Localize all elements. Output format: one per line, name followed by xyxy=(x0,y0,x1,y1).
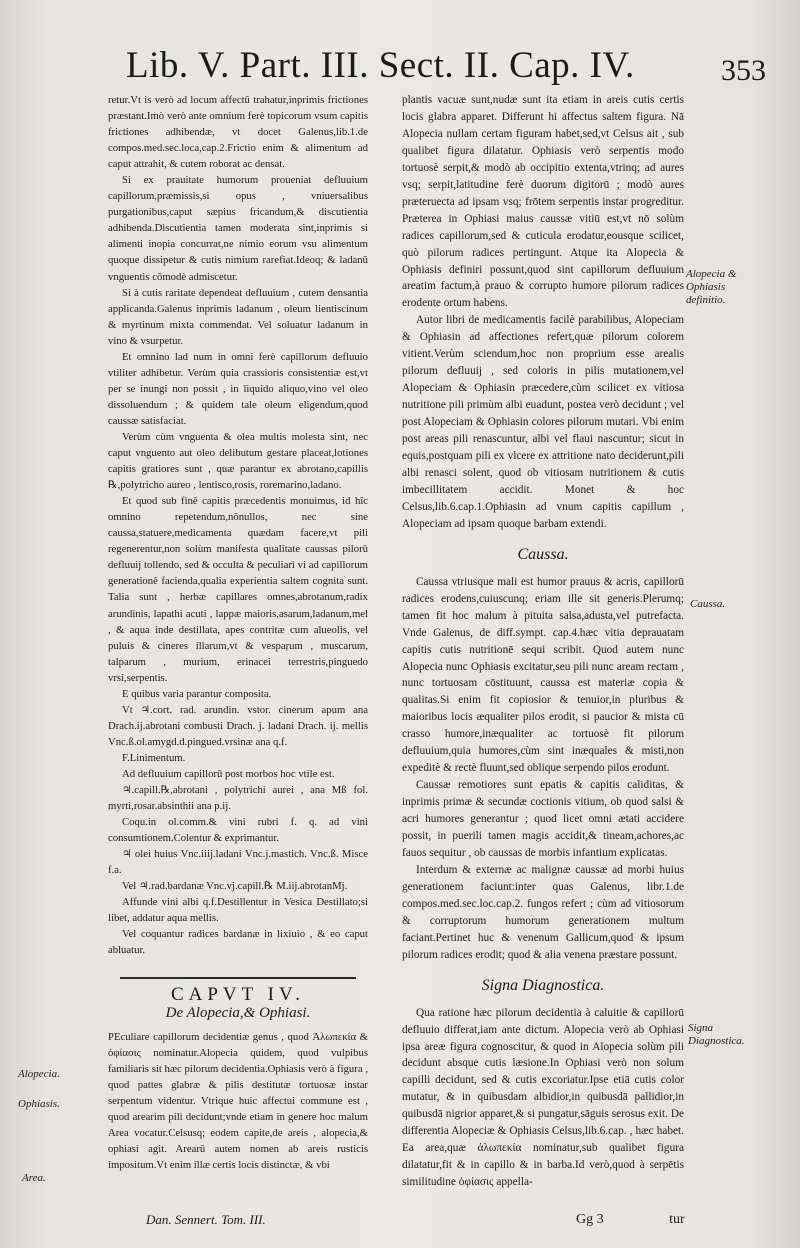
paragraph: Ad defluuium capillorū post morbos hoc vtile est. xyxy=(122,767,335,780)
recipe-line: F.Linimentum. xyxy=(122,751,186,764)
section-heading-caussa: Caussa. xyxy=(517,545,569,563)
paragraph: Si à cutis raritate dependeat defluuium , cutem densantia applicanda.Galenus inprimis ladanum , oleum lientiscinum & myrtinum mixta commendat. Vel soluatur ladanum in vino & vsurpetur. xyxy=(108,286,368,347)
margin-note-definition: Alopecia & Ophiasis definitio. xyxy=(686,268,737,306)
right-column xyxy=(402,92,684,1191)
recipe: ♃ olei huius Vnc.iiij.ladani Vnc.j.mastich. Vnc.ß. Misce f.a. xyxy=(108,848,368,877)
chapter-divider xyxy=(120,977,356,979)
recipe: Vel ♃.rad.bardanæ Vnc.vj.capill.℞ M.iij.abrotanMj. xyxy=(122,880,348,893)
paragraph: Interdum & externæ ac malignæ caussæ ad morbi huius generationem faciunt:inter quas Galenus, libr.1.de compos.med.sec.loc.cap.2. fungos refert ; cùm ad vitiosorum & corruptorum humorum generationem multum faciant.Pertinet huc & venenum Gallicum,quod & ipsum pilorum radices erodit; quod & alia venena præstare possunt. xyxy=(402,863,684,961)
chapter-paragraph: PEculiare capillorum decidentiæ genus , quod Ἀλωπεκία & ὀφίασις nominatur.Alopecia quidem, quod vulpibus familiaris sit hæc pilorum decidentia.Ophiasis verò à figura , quod pattes glabræ & pilis destitutæ tortuosæ instar serpentum videntur. Vtrique huic affectui commune est , quod arearim pili decidunt;vnde etiam in genere hoc malum Area vocatur.Celsusq; eodem capite,de areis , alopecia,& ophiasi agit. Arearū autem nomen ab areis rusticis impositum.Vt enim illæ certis locis distinctæ, & vbi xyxy=(108,1030,368,1171)
paragraph: Caussa vtriusque mali est humor prauus & acris, capillorū radices erodens,cuiuscunq; eriam ille sit generis.Plerumq; tamen fit hoc malum à pituita salsa,adusta,vel putrefacta. Vnde Galenus, de diff.sympt. cap.4.hæc vitia deprauatam capitis cutis nutritionē sequi scribit. Quod autem nunc Alopecia nunc Ophiasis excitatur,seu pili nunc aream rectam , nunc tortuosam cōstituunt, caussa est materiæ copia & qualitas.Si enim fit copiosior & tenuior,in pluribus & maioribus locis æqualiter pilos erodit, si paucior & mista cū crasso humore,inæqualiter ac tortuosè fit pilorum defluuium,quia humores,cùm sint inæquales & misti,non expeditè & rectè fluunt,sed oblique serpendo pilos erodunt. xyxy=(402,575,684,775)
paragraph: Et omnino lad num in omni ferè capillorum defluuio vtiliter adhibetur. Verùm quia crassioris consistentiæ est,vt per se inungi non possit , in liquido aliquo,vino vel oleo dissoluendum ; & quidem tale oleum eligendum,quod caussæ satisfaciat. xyxy=(108,350,368,427)
paragraph: retur.Vt is verò ad locum affectū trahatur,inprimis frictiones præstant.Imò verò ante omnium ferè topicorum vsum capitis frictiones adhibendæ, vt docet Galenus,lib.1.de compos.med.sec.loca,cap.2.Frictio enim & alimentum ad caput attrahit, & cutem roborat ac densat. xyxy=(108,94,368,171)
page-number: 353 xyxy=(721,54,766,87)
paragraph: Et quod sub finē capitis præcedentis monuimus, id hîc omnino repetendum,nōnullos, nec sine caussa,statuere,medicamenta quædam facere,vt pili regenerentur,non solùm manifesta qualitate caussas pilorū defluuij tollendo, sed & occulta & peculiari vi ad capillorum generationē facienda,qualia experientia saltem cognita sunt. Talia sunt , herbæ capillares omnes,abrotanum,radix arundinis, lapathi acuti , lappæ maioris,asarum,ladanum,mel , & aqua inde destillata, apes contritæ cum alueolis, vel puluis & cineres illarum,vt & vespaṛum , muscarum, talparum , murium, erinacei terrestris,pinguedo vrsi,serpentis. xyxy=(108,495,368,684)
paragraph: Qua ratione hæc pilorum decidentia à caluitie & capillorū defluuio differat,iam ante dictum. Alopecia verò ab Ophiasi ipsa areæ figura cognoscitur, & quod in Alopecia solùm pili decidunt absque cutis læsione.In Ophiasi verò non solum capilli decidunt, sed & cutis excoriatur.Ipse etiā cutis color mutatur, & in quibusdam albidior,in quibusdā pallidior,in quibusdā nigrior apparet,& si pungatur,sāguis serosus exit. De differentia Alopeciæ & Ophiasis Celsus,lib.6.cap. , hæc habet. Ea area,quæ ἀλωπεκία nominatur,sub qualibet figura dilatatur,fit & in capillo & in barba.Id verò,quod à serpētis similitudine ὀφίασις appella- xyxy=(402,1006,684,1189)
margin-note-alopecia: Alopecia. xyxy=(18,1068,60,1080)
recipe: ♃.capill.℞,abrotani , polytrichi aurei , ana Mß fol. myrti,rosar.absinthii ana p.ij. xyxy=(108,784,368,813)
footer-right xyxy=(576,1212,706,1228)
chapter-title: CAPVT IV. xyxy=(170,983,306,1005)
paragraph: Autor libri de medicamentis facilè parabilibus, Alopeciam & Ophiasin ad affectiones refert,quæ pilorum colorem vitient.Verùm sciendum,hoc non proprium esse arealis pilorum defluuij , sed coloris in pilis mutationem,vel Alopeciam & Ophiasin præcedere,cùm scilicet ex vitiosa nutritione pili primùm albi euadunt, postea verò decidunt ; vel post Alopeciam & Ophiasin colores pilorum mutari. Vbi enim post areas pili renascuntur, albi vel flaui nascuntur; sicut in equis,postquam pili ex vlcere ex attritione nato deciderunt,pili albi renasci solent, quod ob vitiosam nutritionem & cutis imbecillitatem accidit. Monet & hoc Celsus,lib.6.cap.1.Ophiasin ad vnum capitis capillum , Alopeciam ad ipsam quoque barbam extendi. xyxy=(402,314,684,530)
paragraph: Vel coquantur radices bardanæ in lixiuio , & eo caput abluatur. xyxy=(108,928,368,957)
margin-note-signa: Signa Diagnostica. xyxy=(688,1022,745,1047)
paragraph: Si ex prauitate humorum proueniat defluuium capillorum,præmissis,si opus , vniuersalibus purgationibus,caput sæpius fricandum,& discutientia adhibenda.Discutientia tamen moderata sint,inprimis si alimenti inopia concurrat,ne nimio eorum vsu alimentum quoque dissipetur & cutis nimium rarefiat.Ideoq; & ladanū vnguentis cōmodè admiscetur. xyxy=(108,174,368,283)
paragraph: E quibus varia parantur composita. xyxy=(122,687,272,700)
footer-signature: Dan. Sennert. Tom. III. xyxy=(146,1212,266,1227)
recipe: Coqu.in ol.comm.& vini rubri f. q. ad vini consumtionem.Colentur & exprimantur. xyxy=(108,816,368,845)
recipe: Vt ♃.cort. rad. arundin. vstor. cinerum apum ana Drach.ij.abrotani combusti Drach. j. ladani Drach. ij. mellis Vnc.ß.ol.amygd.d.pingued.vrsinæ ana q.f. xyxy=(108,703,368,748)
paragraph: Caussæ remotiores sunt epatis & capitis caliditas, & inprimis primæ & secundæ coctionis vitium, ob quod salsi & acri humores generantur ; quod licet omni ætati accidere possit, in puerili tamen magis accidit,& tineam,achores,ac fauos sequitur , ob caussas de morbis infantium explicatas. xyxy=(402,779,684,859)
margin-note-caussa: Caussa. xyxy=(690,598,726,610)
left-column xyxy=(108,92,368,1173)
section-heading-signa: Signa Diagnostica. xyxy=(481,976,605,994)
page-header xyxy=(126,42,766,90)
recipe: Affunde vini albi q.f.Destillentur in Vesica Destillato;si libet, addatur aqua mellis. xyxy=(108,896,368,925)
paragraph: plantis vacuæ sunt,nudæ sunt ita etiam in areis cutis certis locis glabra apparet. Differunt hi affectus saltem figura. Nā Alopecia nullam certam figuram habet,sed,vt Celsus ait , sub qualibet figura dilatatur. Ophiasis verò serpentis modo tortuosè serpit,& modò ab occipitio extenta,vtrinq; ad aures vsq; serpit,latitudine ferè duorum digitorū ; modò aures præteruecta ad ipsam vsq; frōtem serpentis instar progreditur. Præterea in Ophiasi maius caussæ vitiū est,vt nō solùm radices capillorum,sed & cuticula erodatur,eousque scilicet, quò pilorum radices pertingunt. Atque ita Alopecia & Ophiasis definiri possunt,quod sint capillorum defluuium areatim factum,à prauo & corrupto humore pilorum radices erodente ortum habens. xyxy=(402,94,684,310)
signature-mark: Gg 3 xyxy=(576,1212,604,1227)
margin-note-ophiasis: Ophiasis. xyxy=(18,1098,60,1110)
chapter-subtitle: De Alopecia,& Ophiasi. xyxy=(165,1004,311,1021)
margin-note-area: Area. xyxy=(22,1172,46,1184)
running-head: Lib. V. Part. III. Sect. II. Cap. IV. xyxy=(126,45,635,86)
paragraph: Verùm cùm vnguenta & olea multis molesta sint, nec caput vnguento aut oleo delibutum gestare placeat,lotiones capitis gratiores sunt , quæ parantur ex abrotano,capillis ℞,polytricho aureo , lentisco,rosis, roremarino,ladano. xyxy=(108,430,368,492)
catchword: tur xyxy=(669,1212,685,1227)
